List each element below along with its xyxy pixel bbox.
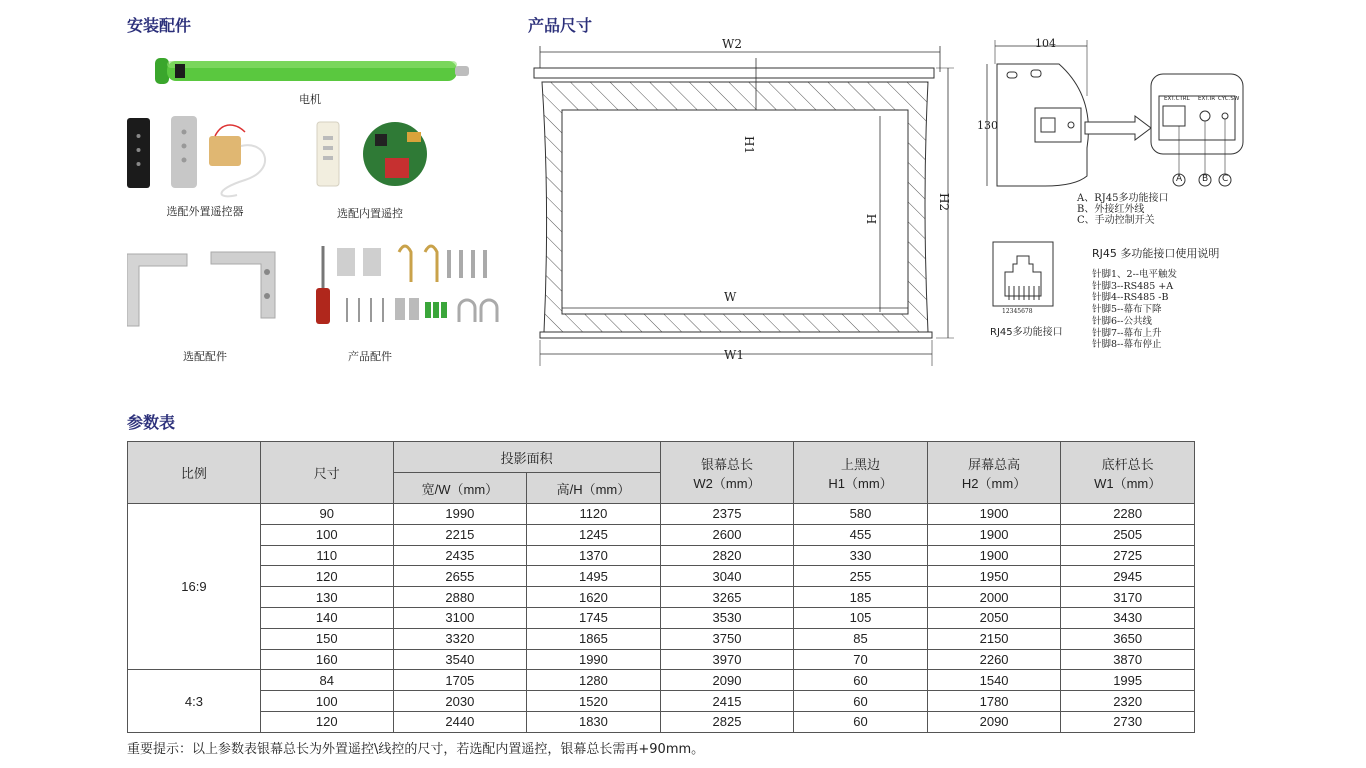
section-title-params: 参数表 xyxy=(127,413,176,432)
table-cell: 3430 xyxy=(1061,607,1195,628)
caption-product-parts: 产品配件 xyxy=(348,350,392,363)
table-cell: 2415 xyxy=(660,691,794,712)
table-cell: 2260 xyxy=(927,649,1061,670)
label-w: W xyxy=(724,290,737,304)
header-size: 尺寸 xyxy=(260,442,393,504)
table-cell: 3650 xyxy=(1061,628,1195,649)
table-cell: 1900 xyxy=(927,504,1061,525)
table-cell: 60 xyxy=(794,711,928,732)
label-w1: W1 xyxy=(724,348,744,362)
table-cell: 3100 xyxy=(393,607,527,628)
caption-external-remote: 选配外置遥控器 xyxy=(166,205,244,218)
pin-line: 针脚5--幕布下降 xyxy=(1092,304,1162,316)
port-label-ext-ctrl: EXT.CTRL xyxy=(1164,96,1190,102)
rj45-pin-list xyxy=(1092,269,1177,351)
table-cell: 1745 xyxy=(527,607,661,628)
optional-bracket-image xyxy=(127,252,275,326)
header-w1: 底杆总长 W1（mm） xyxy=(1061,442,1195,504)
table-cell: 2730 xyxy=(1061,711,1195,732)
table-cell: 3530 xyxy=(660,607,794,628)
table-cell: 60 xyxy=(794,670,928,691)
table-cell: 2725 xyxy=(1061,545,1195,566)
port-letter-c: C xyxy=(1222,174,1229,184)
port-legend xyxy=(1077,193,1168,226)
internal-remote-image xyxy=(317,122,427,186)
table-row xyxy=(128,649,1195,670)
rj45-caption: RJ45多功能接口 xyxy=(990,327,1063,338)
pin-line: 针脚1、2--电平触发 xyxy=(1092,269,1178,280)
caption-optional-parts: 选配配件 xyxy=(183,350,227,363)
legend-line: C、手动控制开关 xyxy=(1077,215,1155,226)
table-cell: 3970 xyxy=(660,649,794,670)
table-cell: 1245 xyxy=(527,524,661,545)
table-row xyxy=(128,566,1195,587)
table-cell: 105 xyxy=(794,607,928,628)
table-row xyxy=(128,587,1195,608)
table-cell: 3040 xyxy=(660,566,794,587)
header-height: 高/H（mm） xyxy=(527,473,661,504)
header-ratio: 比例 xyxy=(128,442,261,504)
table-cell: 1370 xyxy=(527,545,661,566)
table-row xyxy=(128,691,1195,712)
label-bracket-width: 104 xyxy=(1035,37,1056,50)
table-cell: 1995 xyxy=(1061,670,1195,691)
table-cell: 100 xyxy=(260,524,393,545)
table-cell: 3170 xyxy=(1061,587,1195,608)
label-w2: W2 xyxy=(722,37,742,51)
table-cell: 1280 xyxy=(527,670,661,691)
table-cell: 1830 xyxy=(527,711,661,732)
table-cell: 2880 xyxy=(393,587,527,608)
table-cell: 150 xyxy=(260,628,393,649)
header-w2: 银幕总长 W2（mm） xyxy=(660,442,794,504)
table-cell: 3750 xyxy=(660,628,794,649)
table-cell: 1620 xyxy=(527,587,661,608)
table-cell: 1120 xyxy=(527,504,661,525)
table-row xyxy=(128,711,1195,732)
table-cell: 2320 xyxy=(1061,691,1195,712)
header-h1: 上黑边 H1（mm） xyxy=(794,442,928,504)
label-h: H xyxy=(864,213,879,225)
table-cell: 2945 xyxy=(1061,566,1195,587)
rj45-pins: 12345678 xyxy=(1002,308,1033,315)
table-cell: 3540 xyxy=(393,649,527,670)
section-title-dimensions: 产品尺寸 xyxy=(528,16,593,35)
label-h1: H1 xyxy=(742,135,757,155)
table-cell: 140 xyxy=(260,607,393,628)
external-remote-image xyxy=(127,116,265,196)
table-cell: 100 xyxy=(260,691,393,712)
table-cell: 90 xyxy=(260,504,393,525)
legend-line: A、RJ45多功能接口 xyxy=(1077,193,1169,204)
table-cell: 85 xyxy=(794,628,928,649)
table-cell: 70 xyxy=(794,649,928,670)
header-width: 宽/W（mm） xyxy=(393,473,527,504)
table-cell: 3320 xyxy=(393,628,527,649)
table-cell: 185 xyxy=(794,587,928,608)
table-cell: 2440 xyxy=(393,711,527,732)
table-row xyxy=(128,670,1195,691)
ratio-cell: 4:3 xyxy=(128,670,261,732)
table-cell: 1990 xyxy=(393,504,527,525)
port-label-cyc-sw: CYC.SW xyxy=(1218,96,1240,102)
table-cell: 1520 xyxy=(527,691,661,712)
table-cell: 2050 xyxy=(927,607,1061,628)
table-cell: 2090 xyxy=(927,711,1061,732)
table-cell: 2505 xyxy=(1061,524,1195,545)
table-cell: 1780 xyxy=(927,691,1061,712)
table-cell: 2600 xyxy=(660,524,794,545)
table-cell: 1495 xyxy=(527,566,661,587)
screen-dimension-drawing xyxy=(520,32,960,377)
table-cell: 3265 xyxy=(660,587,794,608)
table-cell: 2375 xyxy=(660,504,794,525)
table-cell: 1950 xyxy=(927,566,1061,587)
table-row xyxy=(128,628,1195,649)
table-cell: 120 xyxy=(260,711,393,732)
table-cell: 330 xyxy=(794,545,928,566)
pin-line: 针脚3--RS485 +A xyxy=(1092,280,1174,292)
table-cell: 2150 xyxy=(927,628,1061,649)
table-cell: 255 xyxy=(794,566,928,587)
table-cell: 1900 xyxy=(927,545,1061,566)
table-row xyxy=(128,607,1195,628)
table-cell: 130 xyxy=(260,587,393,608)
table-cell: 3870 xyxy=(1061,649,1195,670)
table-cell: 160 xyxy=(260,649,393,670)
table-cell: 2435 xyxy=(393,545,527,566)
pin-line: 针脚4--RS485 -B xyxy=(1092,292,1169,304)
label-h2: H2 xyxy=(937,192,952,212)
table-cell: 2030 xyxy=(393,691,527,712)
important-note: 重要提示：以上参数表银幕总长为外置遥控\线控的尺寸，若选配内置遥控，银幕总长需再+90mm。 xyxy=(127,742,705,757)
legend-line: B、外接红外线 xyxy=(1077,204,1145,215)
port-letter-a: A xyxy=(1176,174,1183,184)
caption-internal-remote: 选配内置遥控 xyxy=(337,207,403,220)
table-cell: 580 xyxy=(794,504,928,525)
table-cell: 2000 xyxy=(927,587,1061,608)
table-body xyxy=(128,504,1195,733)
table-cell: 2825 xyxy=(660,711,794,732)
table-cell: 2655 xyxy=(393,566,527,587)
pin-line: 针脚6--公共线 xyxy=(1092,315,1152,327)
caption-motor: 电机 xyxy=(299,93,321,106)
header-area: 投影面积 xyxy=(393,442,660,473)
product-parts-image xyxy=(316,246,497,324)
table-cell: 1705 xyxy=(393,670,527,691)
motor-image xyxy=(155,58,469,84)
port-label-ext-ir: EXT.IR xyxy=(1198,96,1216,102)
table-cell: 84 xyxy=(260,670,393,691)
table-cell: 2820 xyxy=(660,545,794,566)
label-bracket-height: 130 xyxy=(977,119,998,132)
table-cell: 1865 xyxy=(527,628,661,649)
table-cell: 60 xyxy=(794,691,928,712)
table-cell: 1540 xyxy=(927,670,1061,691)
table-cell: 455 xyxy=(794,524,928,545)
pin-line: 针脚7--幕布上升 xyxy=(1092,327,1162,339)
parameter-table xyxy=(127,441,1195,733)
ratio-cell: 16:9 xyxy=(128,504,261,670)
table-cell: 120 xyxy=(260,566,393,587)
table-cell: 2090 xyxy=(660,670,794,691)
header-h2: 屏幕总高 H2（mm） xyxy=(927,442,1061,504)
table-cell: 1900 xyxy=(927,524,1061,545)
table-cell: 110 xyxy=(260,545,393,566)
table-row xyxy=(128,504,1195,525)
table-cell: 2280 xyxy=(1061,504,1195,525)
pin-line: 针脚8--幕布停止 xyxy=(1092,339,1162,351)
rj45-title: RJ45 多功能接口使用说明 xyxy=(1092,247,1220,260)
section-title-accessories: 安装配件 xyxy=(127,16,192,35)
table-cell: 1990 xyxy=(527,649,661,670)
table-cell: 2215 xyxy=(393,524,527,545)
port-letter-b: B xyxy=(1202,174,1209,184)
table-row xyxy=(128,524,1195,545)
table-row xyxy=(128,545,1195,566)
